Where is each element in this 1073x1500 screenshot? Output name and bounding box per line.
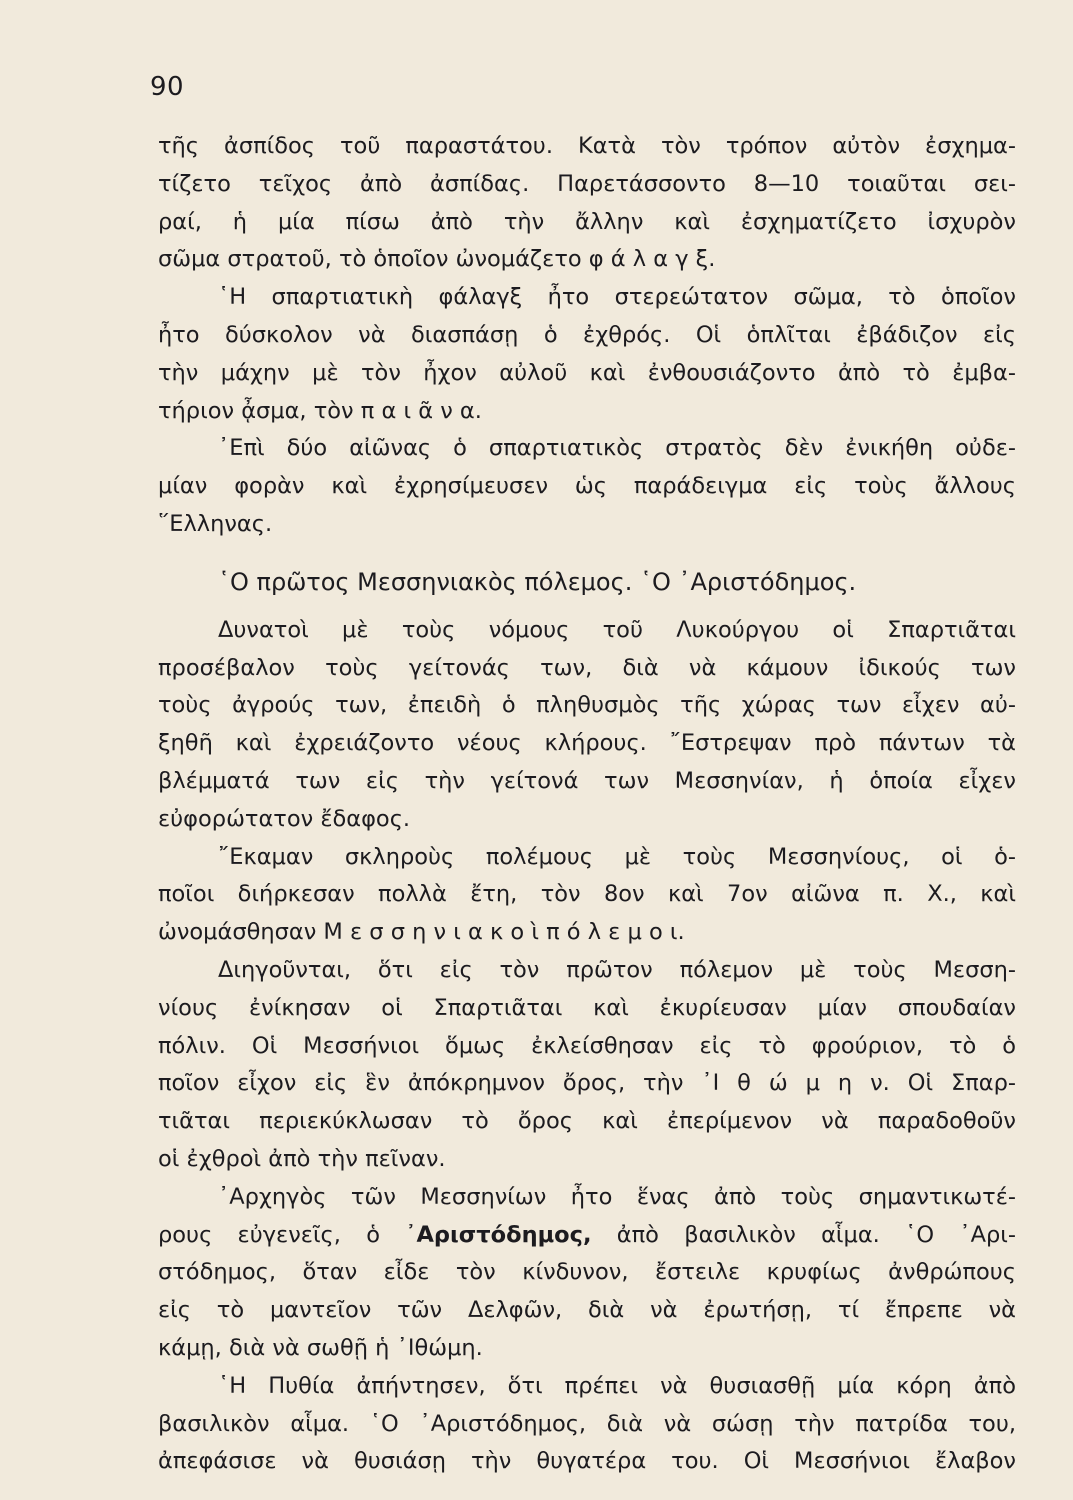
text-line: ραί, ἡ μία πίσω ἀπὸ τὴν ἄλλην καὶ ἐσχηματίζετο ἰσχυρὸν: [158, 208, 1016, 235]
text-line: ξηθῆ καὶ ἐχρειάζοντο νέους κλήρους. ῎Εστρεψαν πρὸ πάντων τὰ: [158, 730, 1016, 757]
line-fragment: ρους εὐγενεῖς, ὁ: [158, 1221, 380, 1248]
text-line: ἀπεφάσισε νὰ θυσιάσῃ τὴν θυγατέρα του. Οἱ Μεσσήνιοι ἔλαβον: [158, 1448, 1016, 1475]
line-fragment: ἀπὸ βασιλικὸν αἷμα. ῾Ο ᾿Αρι-: [616, 1221, 1017, 1248]
text-line: σῶμα στρατοῦ, τὸ ὁποῖον ὠνομάζετο φ ά λ α γ ξ.: [158, 246, 716, 273]
text-line: πόλιν. Οἱ Μεσσήνιοι ὅμως ἐκλείσθησαν εἰς τὸ φρούριον, τὸ ὁ: [158, 1032, 1016, 1059]
section-heading: ῾Ο πρῶτος Μεσσηνιακὸς πόλεμος. ῾Ο ᾿Αριστόδημος.: [218, 567, 857, 596]
name-aristodemos: ᾿Αριστόδημος,: [405, 1221, 592, 1248]
text-line: τὴν μάχην μὲ τὸν ἦχον αὐλοῦ καὶ ἐνθουσιάζοντο ἀπὸ τὸ ἐμβα-: [158, 359, 1016, 386]
text-line: στόδημος, ὅταν εἶδε τὸν κίνδυνον, ἔστειλε κρυφίως ἀνθρώπους: [158, 1259, 1016, 1286]
text-line: κάμῃ, διὰ νὰ σωθῇ ἡ ᾿Ιθώμη.: [158, 1334, 483, 1361]
text-line: ῾Η σπαρτιατικὴ φάλαγξ ἦτο στερεώτατον σῶμα, τὸ ὁποῖον: [218, 284, 1016, 311]
text-line: τῆς ἀσπίδος τοῦ παραστάτου. Κατὰ τὸν τρόπον αὐτὸν ἐσχημα-: [158, 133, 1016, 159]
text-line: ῎Εκαμαν σκληροὺς πολέμους μὲ τοὺς Μεσσηνίους, οἱ ὁ-: [218, 843, 1016, 870]
text-line: εἰς τὸ μαντεῖον τῶν Δελφῶν, διὰ νὰ ἐρωτήσῃ, τί ἔπρεπε νὰ: [158, 1297, 1016, 1324]
text-line: Δυνατοὶ μὲ τοὺς νόμους τοῦ Λυκούργου οἱ Σπαρτιᾶται: [218, 616, 1016, 643]
text-line: βλέμματά των εἰς τὴν γείτονά των Μεσσηνίαν, ἡ ὁποία εἶχεν: [158, 767, 1016, 794]
text-line: ῞Ελληνας.: [158, 510, 273, 537]
text-line: [158, 1217, 1016, 1255]
text-line: ποῖον εἶχον εἰς ἓν ἀπόκρημνον ὄρος, τὴν ᾿Ι θ ώ μ η ν. Οἱ Σπαρ-: [158, 1070, 1016, 1097]
text-line: εὐφορώτατον ἔδαφος.: [158, 805, 411, 832]
text-line: νίους ἐνίκησαν οἱ Σπαρτιᾶται καὶ ἐκυρίευσαν μίαν σπουδαίαν: [158, 994, 1016, 1021]
text-line: προσέβαλον τοὺς γείτονάς των, διὰ νὰ κάμουν ἰδικούς των: [158, 654, 1016, 681]
text-line: τιᾶται περιεκύκλωσαν τὸ ὄρος καὶ ἐπερίμενον νὰ παραδοθοῦν: [158, 1108, 1016, 1135]
text-line: ὠνομάσθησαν Μ ε σ σ η ν ι α κ ο ὶ π ό λ ε μ ο ι.: [158, 919, 685, 946]
text-line: Διηγοῦνται, ὅτι εἰς τὸν πρῶτον πόλεμον μὲ τοὺς Μεσση-: [218, 956, 1016, 983]
text-line: ἦτο δύσκολον νὰ διασπάσῃ ὁ ἐχθρός. Οἱ ὁπλῖται ἐβάδιζον εἰς: [158, 321, 1016, 348]
text-line: ᾿Αρχηγὸς τῶν Μεσσηνίων ἦτο ἕνας ἀπὸ τοὺς σημαντικωτέ-: [218, 1183, 1016, 1210]
text-line: ᾿Επὶ δύο αἰῶνας ὁ σπαρτιατικὸς στρατὸς δὲν ἐνικήθη οὐδε-: [218, 435, 1016, 462]
body-text: [158, 128, 1016, 1481]
text-line: βασιλικὸν αἷμα. ῾Ο ᾿Αριστόδημος, διὰ νὰ σώσῃ τὴν πατρίδα του,: [158, 1410, 1016, 1437]
text-line: ποῖοι διήρκεσαν πολλὰ ἔτη, τὸν 8ον καὶ 7ον αἰῶνα π. Χ., καὶ: [158, 881, 1016, 908]
text-line: τοὺς ἀγρούς των, ἐπειδὴ ὁ πληθυσμὸς τῆς χώρας των εἶχεν αὐ-: [158, 692, 1016, 719]
page-number: 90: [150, 72, 185, 102]
text-line: τήριον ᾆσμα, τὸν π α ι ᾶ ν α.: [158, 397, 482, 424]
text-line: ῾Η Πυθία ἀπήντησεν, ὅτι πρέπει νὰ θυσιασθῇ μία κόρη ἀπὸ: [218, 1372, 1016, 1399]
text-line: μίαν φορὰν καὶ ἐχρησίμευσεν ὡς παράδειγμα εἰς τοὺς ἄλλους: [158, 473, 1016, 500]
text-line: οἱ ἐχθροὶ ἀπὸ τὴν πεῖναν.: [158, 1145, 446, 1172]
text-line: τίζετο τεῖχος ἀπὸ ἀσπίδας. Παρετάσσοντο 8—10 τοιαῦται σει-: [158, 170, 1016, 197]
